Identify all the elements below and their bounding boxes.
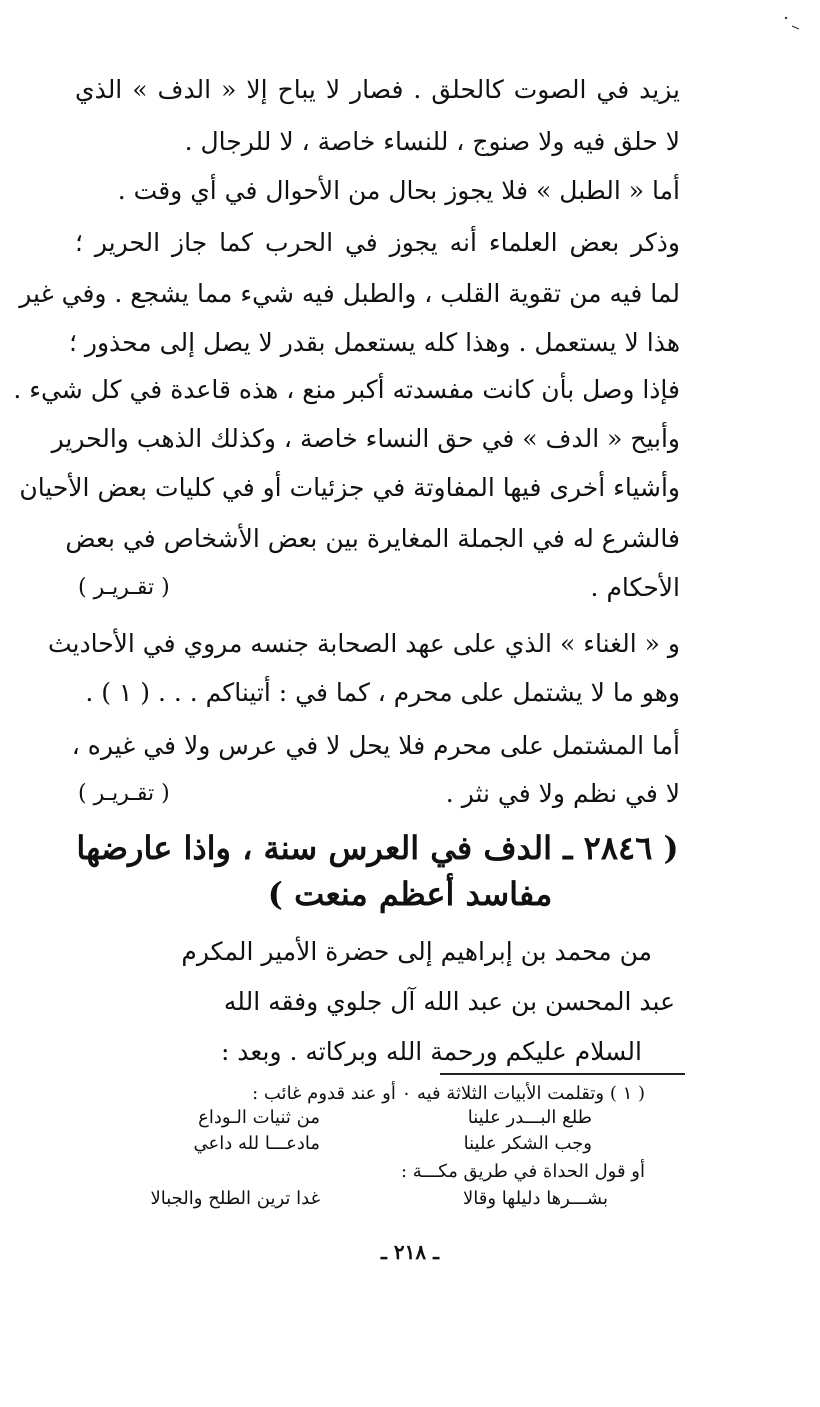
section-heading-continued: مفاسد أعظم منعت ) (267, 875, 553, 913)
body-line: لا حلق فيه ولا صنوج ، للنساء خاصة ، لا للرجال . (184, 127, 680, 156)
footnote-separator (440, 1073, 685, 1075)
body-line: لما فيه من تقوية القلب ، والطبل فيه شيء مما يشجع . وفي غير (19, 279, 680, 308)
body-line: فالشرع له في الجملة المغايرة بين بعض الأشخاص في بعض (65, 524, 680, 553)
footnote-verse-left: من ثنيات الـوداع (198, 1107, 320, 1128)
scan-speck-mark (782, 12, 802, 32)
body-line: وهو ما لا يشتمل على محرم ، كما في : أتيناكم . . . ( ١ ) . (85, 678, 680, 707)
source-tag-taqrir: ( تقـريـر ) (78, 575, 170, 600)
footnote-verse-left: غدا ترين الطلح والجبالا (150, 1188, 320, 1209)
body-line: يزيد في الصوت كالحلق . فصار لا يباح إلا « الدف » الذي (75, 75, 680, 104)
body-line: وأشياء أخرى فيها المفاوتة في جزئيات أو في كليات بعض الأحيان (19, 473, 680, 502)
body-line: و « الغناء » الذي على عهد الصحابة جنسه مروي في الأحاديث (47, 629, 680, 658)
letter-sender: من محمد بن إبراهيم إلى حضرة الأمير المكرم (181, 937, 652, 966)
body-line: لا في نظم ولا في نثر . (445, 779, 680, 808)
body-line: الأحكام . (590, 573, 680, 602)
body-line: أما « الطبل » فلا يجوز بحال من الأحوال في أي وقت . (117, 176, 680, 205)
body-line: وأبيح « الدف » في حق النساء خاصة ، وكذلك الذهب والحرير (51, 424, 680, 453)
section-heading: ( ٢٨٤٦ ـ الدف في العرس سنة ، واذا عارضها (76, 829, 679, 867)
footnote-intro: ( ١ ) وتقلمت الأبيات الثلاثة فيه ٠ أو عند قدوم غائب : (252, 1083, 645, 1104)
body-line: وذكر بعض العلماء أنه يجوز في الحرب كما جاز الحرير ؛ (75, 228, 680, 257)
letter-recipient: عبد المحسن بن عبد الله آل جلوي وفقه الله (223, 987, 675, 1016)
body-line: أما المشتمل على محرم فلا يحل لا في عرس ولا في غيره ، (71, 731, 680, 760)
body-line: فإذا وصل بأن كانت مفسدته أكبر منع ، هذه قاعدة في كل شيء . (13, 375, 680, 404)
body-line: هذا لا يستعمل . وهذا كله يستعمل بقدر لا يصل إلى محذور ؛ (69, 328, 680, 357)
source-tag-taqrir: ( تقـريـر ) (78, 781, 170, 806)
letter-greeting: السلام عليكم ورحمة الله وبركاته . وبعد : (220, 1037, 642, 1066)
footnote-verse-left: مادعـــا لله داعي (193, 1133, 320, 1154)
footnote-verse-right: بشـــرها دليلها وقالا (463, 1188, 608, 1209)
footnote-intro-2: أو قول الحداة في طريق مكـــة : (401, 1161, 645, 1182)
footnote-verse-right: طلع البـــدر علينا (467, 1107, 592, 1128)
footnote-verse-right: وجب الشكر علينا (463, 1133, 592, 1154)
page-number: ـ ٢١٨ ـ (381, 1240, 439, 1264)
